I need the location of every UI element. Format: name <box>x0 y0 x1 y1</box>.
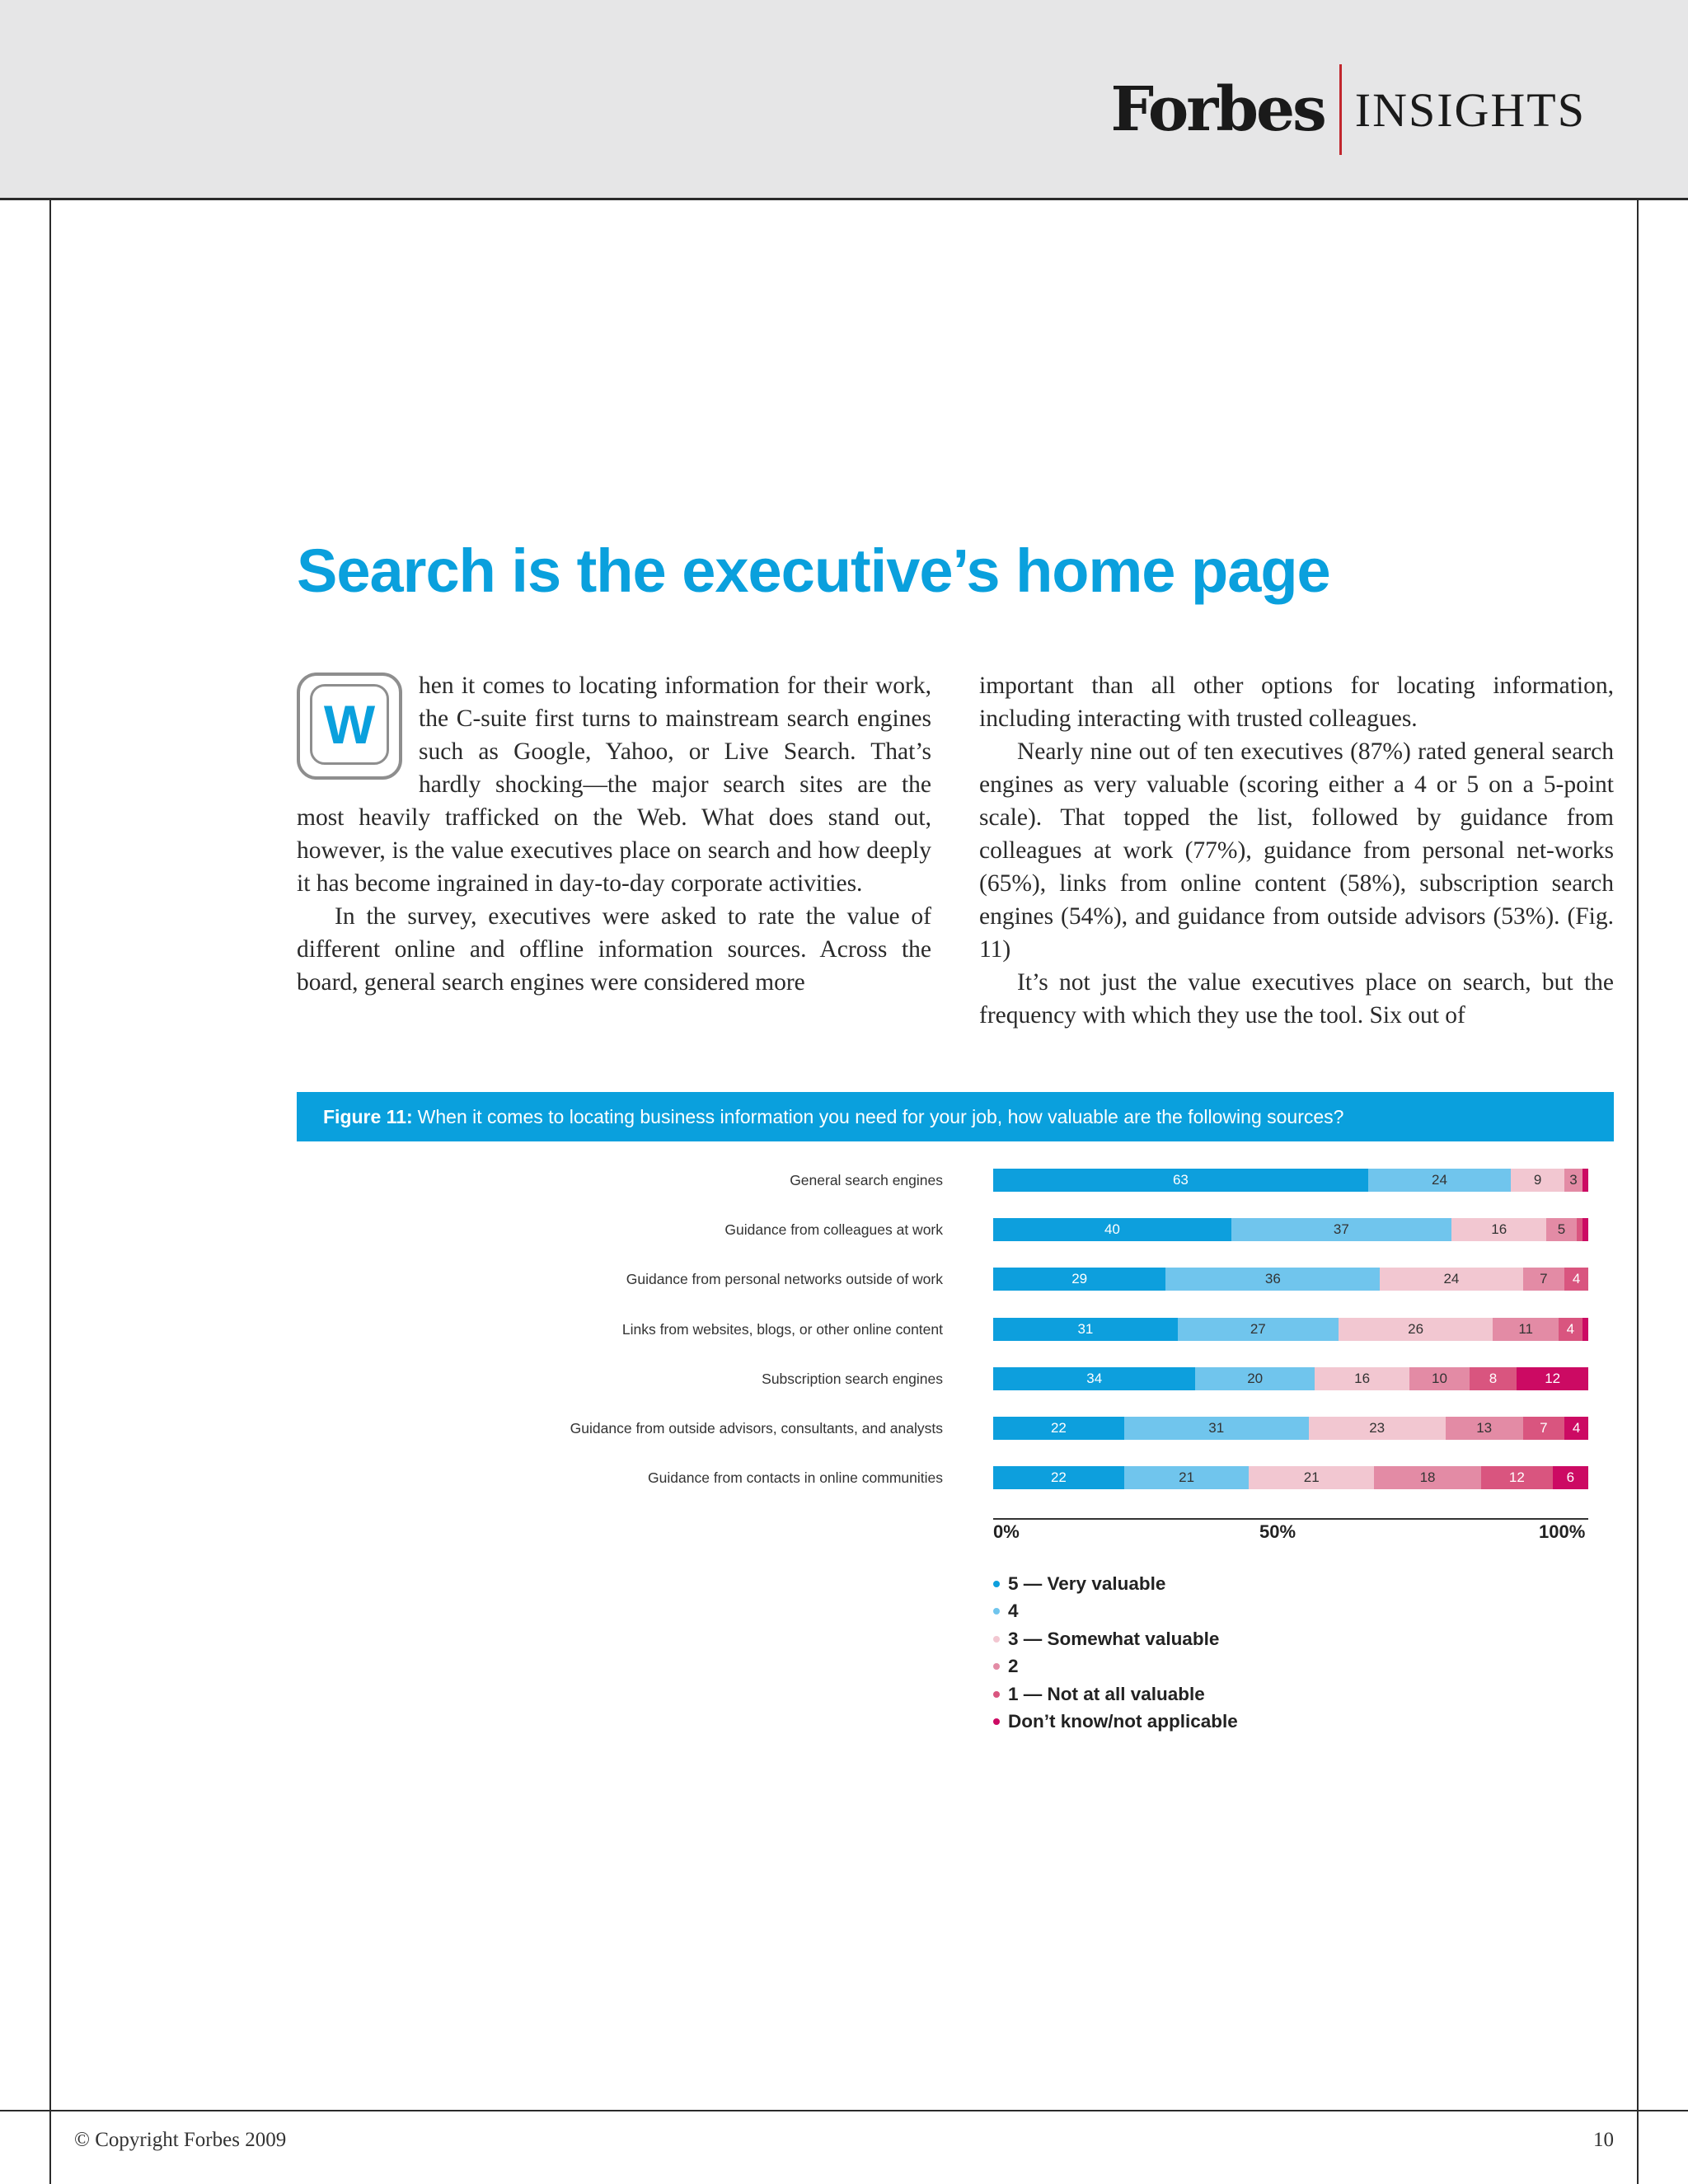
x-tick-label: 100% <box>1539 1521 1586 1542</box>
footer-rule <box>0 2110 1688 2111</box>
bar-segment: 18 <box>1374 1466 1481 1489</box>
body-column-left <box>297 669 931 999</box>
category-label: Guidance from personal networks outside of work <box>626 1271 943 1287</box>
x-tick-label: 0% <box>993 1521 1020 1542</box>
bar-segment <box>1577 1218 1582 1241</box>
bar-segment: 40 <box>993 1218 1231 1241</box>
bar-segment: 26 <box>1339 1318 1493 1341</box>
paragraph: hen it comes to locating information for their work, the C-suite first turns to mainstream search engines such as Google, Yahoo, or Live Search. That’s hardly shocking—the major search sites are the most heavily trafficked on the Web. What does stand out, however, is the value executives place on search and how deeply it has become ingrained in day-to-day corporate activities. <box>297 673 931 897</box>
article-title: Search is the executive’s home page <box>297 537 1330 605</box>
chart-legend <box>993 1570 1238 1736</box>
bar-segment: 7 <box>1523 1268 1565 1291</box>
bar-segment: 23 <box>1309 1417 1446 1440</box>
copyright-text: © Copyright Forbes 2009 <box>74 2129 287 2151</box>
legend-swatch <box>993 1718 1000 1725</box>
legend-label: Don’t know/not applicable <box>1008 1711 1238 1732</box>
bar-segment <box>1582 1169 1588 1192</box>
figure-caption-bar <box>297 1092 1614 1141</box>
legend-swatch <box>993 1581 1000 1587</box>
legend-label: 5 — Very valuable <box>1008 1572 1166 1594</box>
category-label: Guidance from contacts in online communities <box>648 1469 943 1486</box>
bar-segment: 6 <box>1553 1466 1588 1489</box>
right-margin-rule <box>1637 198 1639 2184</box>
bar-segment: 7 <box>1523 1417 1565 1440</box>
bar-segment: 27 <box>1178 1318 1339 1341</box>
category-label: Guidance from colleagues at work <box>724 1221 943 1238</box>
bar-segment: 8 <box>1470 1367 1517 1390</box>
dropcap-box <box>297 673 402 780</box>
logo-forbes-wordmark: Forbes <box>1110 74 1325 145</box>
figure-label: Figure 11: <box>323 1106 413 1127</box>
bar-segment: 16 <box>1451 1218 1547 1241</box>
forbes-insights-logo <box>1110 64 1586 155</box>
header-band <box>0 0 1688 200</box>
bar-segment: 3 <box>1564 1169 1582 1192</box>
bar-segment: 10 <box>1409 1367 1469 1390</box>
bar-segment: 31 <box>993 1318 1178 1341</box>
legend-item <box>993 1708 1238 1736</box>
legend-swatch <box>993 1663 1000 1670</box>
category-label: General search engines <box>790 1172 943 1188</box>
legend-label: 4 <box>1008 1601 1019 1622</box>
logo-divider <box>1339 64 1342 155</box>
bar-segment: 4 <box>1564 1417 1588 1440</box>
bar-segment: 36 <box>1165 1268 1380 1291</box>
bar-segment: 20 <box>1195 1367 1314 1390</box>
bar-segment: 21 <box>1249 1466 1374 1489</box>
category-label: Guidance from outside advisors, consultants, and analysts <box>570 1420 943 1436</box>
legend-swatch <box>993 1691 1000 1698</box>
bar-segment: 63 <box>993 1169 1368 1192</box>
category-label: Links from websites, blogs, or other online content <box>621 1321 943 1338</box>
paragraph: Nearly nine out of ten executives (87%) rated general search engines as very valuable (scoring either a 4 or 5 on a 5-point scale). That topped the list, followed by guidance from colleagues at work (77%), guidance from personal net-works (65%), links from online content (58%), subscription search engines (54%), and guidance from outside advisors (53%). (Fig. 11) <box>979 738 1614 963</box>
logo-insights-wordmark: INSIGHTS <box>1354 82 1586 137</box>
legend-label: 3 — Somewhat valuable <box>1008 1628 1220 1649</box>
paragraph: important than all other options for locating information, including interacting with trusted colleagues. <box>979 673 1614 732</box>
bar-segment: 31 <box>1124 1417 1309 1440</box>
legend-label: 1 — Not at all valuable <box>1008 1683 1205 1704</box>
legend-swatch <box>993 1608 1000 1615</box>
bar-segment: 34 <box>993 1367 1195 1390</box>
dropcap-letter: W <box>310 684 389 765</box>
bar-segment: 22 <box>993 1466 1124 1489</box>
paragraph: It’s not just the value executives place on search, but the frequency with which they use the tool. Six out of <box>979 969 1614 1029</box>
legend-item <box>993 1680 1238 1708</box>
bar-segment: 37 <box>1231 1218 1451 1241</box>
paragraph: In the survey, executives were asked to rate the value of different online and offline information sources. Across the board, general search engines were considered more <box>297 903 931 996</box>
legend-item <box>993 1625 1238 1653</box>
bar-segment: 4 <box>1559 1318 1582 1341</box>
body-column-right <box>979 669 1614 1032</box>
bar-segment: 13 <box>1446 1417 1523 1440</box>
figure-caption: When it comes to locating business information you need for your job, how valuable are the following sources? <box>417 1106 1344 1127</box>
page-number: 10 <box>1593 2129 1614 2151</box>
legend-item <box>993 1570 1238 1598</box>
legend-item <box>993 1598 1238 1626</box>
bar-segment: 22 <box>993 1417 1124 1440</box>
left-margin-rule <box>49 198 51 2184</box>
bar-segment: 21 <box>1124 1466 1250 1489</box>
legend-item <box>993 1653 1238 1681</box>
bar-segment: 5 <box>1546 1218 1576 1241</box>
x-tick-label: 50% <box>1259 1521 1296 1542</box>
bar-segment: 29 <box>993 1268 1165 1291</box>
bar-segment: 11 <box>1493 1318 1558 1341</box>
category-label: Subscription search engines <box>762 1371 943 1387</box>
bar-segment <box>1582 1318 1588 1341</box>
bar-segment: 4 <box>1564 1268 1588 1291</box>
bar-segment: 9 <box>1511 1169 1564 1192</box>
bar-segment: 12 <box>1481 1466 1553 1489</box>
bar-segment <box>1582 1218 1588 1241</box>
bar-segment: 12 <box>1517 1367 1588 1390</box>
legend-swatch <box>993 1636 1000 1643</box>
bar-segment: 24 <box>1368 1169 1511 1192</box>
bar-segment: 24 <box>1380 1268 1522 1291</box>
legend-label: 2 <box>1008 1656 1019 1677</box>
x-axis-line <box>993 1518 1588 1520</box>
bar-segment: 16 <box>1315 1367 1410 1390</box>
